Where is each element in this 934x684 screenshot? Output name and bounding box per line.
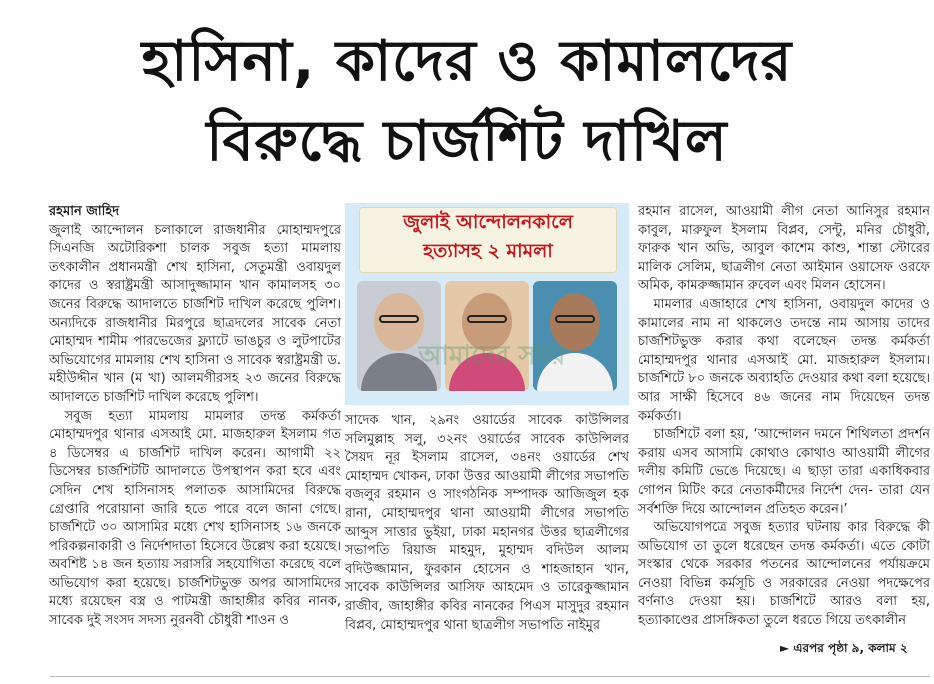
headline [0, 22, 934, 182]
paragraph: চার্জশিটে বলা হয়, ‘আন্দোলন দমনে শিথিলতা প্রদর্শন করায় এসব আসামি কোথাও কোথাও আওয়ামী লীগের দলীয় কমিটি ভেঙে দিয়েছে। এ ছাড়া তারা একাধিকবার গোপন মিটিং করে নেতাকর্মীদের নির্দেশ দেন- তারা যেন সর্বশক্তি দিয়ে আন্দোলন প্রতিহত করেন।’ [638, 427, 930, 517]
continued-on-page: ► এরপর পৃষ্ঠা ৯, কলাম ২ [780, 641, 908, 655]
byline: রহমান জাহিদ [49, 204, 120, 219]
paragraph: সবুজ হত্যা মামলায় মামলার তদন্ত কর্মকর্তা মোহাম্মদপুর থানার এসআই মো. মাজহারুল ইসলাম গত ৪ ডিসেম্বর এ চার্জশিট দাখিল করেন। আগামী ২২ ডিসেম্বর চার্জশিটটি আদালতে উপস্থাপন করা হবে এবং সেদিন শেখ হাসিনাসহ পলাতক আসামিদের বিরুদ্ধে গ্রেপ্তারি পরোয়ানা জারি হতে পারে বলে জানা গেছে। চার্জশিটে ৩০ আসামির মধ্যে শেখ হাসিনাসহ ১৬ জনকে পরিকল্পনাকারী ও নির্দেশদাতা হিসেবে উল্লেখ করা হয়েছে। অবশিষ্ট ১৪ জন হত্যায় সরাসরি সহযোগিতা করেছে বলে অভিযোগ করা হয়েছে। চার্জশিটভুক্ত অপর আসামিদের মধ্যে রয়েছেন বস্ত্র ও পাটমন্ত্রী জাহাঙ্গীর কবির নানক, সাবেক দুই সংসদ সদস্য নুরনবী চৌধুরী শাওন ও [49, 408, 341, 629]
headline-line-2: বিরুদ্ধে চার্জশিট দাখিল [206, 109, 728, 174]
paragraph: অভিযোগপত্রে সবুজ হত্যার ঘটনায় কার বিরুদ্ধে কী অভিযোগ তা তুলে ধরেছেন তদন্ত কর্মকর্তা। এতে কোটা সংস্কার থেকে সরকার পতনের আন্দোলনের পর্যায়ক্রমে নেওয়া বিভিন্ন কর্মসূচি ও সরকারের নেওয়া পদক্ষেপের বর্ণনাও দেওয়া হয়। চার্জশিটে আরও বলা হয়, হত্যাকাণ্ডের প্রাসঙ্গিকতা তুলে ধরতে গিয়ে তৎকালীন [638, 520, 930, 629]
article-column-1 [49, 203, 341, 631]
paragraph: জুলাই আন্দোলন চলাকালে রাজধানীর মোহাম্মদপুরে সিএনজি অটোরিকশা চালক সবুজ হত্যা মামলায় তৎকালীন প্রধানমন্ত্রী শেখ হাসিনা, সেতুমন্ত্রী ওবায়দুল কাদের ও স্বরাষ্ট্রমন্ত্রী আসাদুজ্জামান খান কামালসহ ৩০ জনের বিরুদ্ধে আদালতে চার্জশিট দাখিল করেছে পুলিশ। অন্যদিকে রাজধানীর মিরপুরে ছাত্রদলের সাবেক নেতা মোহাম্মদ শামীম পারভেজের ফ্ল্যাটে ভাঙচুর ও লুটপাটের অভিযোগের মামলায় শেখ হাসিনা ও সাবেক স্বরাষ্ট্রমন্ত্রী ড. মহীউদ্দীন খান (ম খা) আলমগীরসহ ২৩ জনের বিরুদ্ধে আদালতে চার্জশিট দাখিল করেছে পুলিশ। [49, 222, 341, 405]
article-column-3 [638, 203, 930, 631]
inset-title-line-2: হত্যাসহ ২ মামলা [423, 240, 553, 262]
paragraph: সাদেক খান, ২৯নং ওয়ার্ডের সাবেক কাউন্সিলর সলিমুল্লাহ সলু, ৩২নং ওয়ার্ডের সাবেক কাউন্সিলর সৈয়দ নূর ইসলাম রাসেল, ৩৪নং ওয়ার্ডের শেখ মোহাম্মদ খোকন, ঢাকা উত্তর আওয়ামী লীগের সভাপতি বজলুর রহমান ও সাংগঠনিক সম্পাদক আজিজুল হক রানা, মোহাম্মদপুর থানা আওয়ামী লীগের সভাপতি আব্দুস সাত্তার ভুইয়া, ঢাকা মহানগর উত্তর ছাত্রলীগের সভাপতি রিয়াজ মাহমুদ, মুহাম্মদ বদিউল আলম বদিউজ্জামান, ফুরকান হোসেন ও শাহজাহান খান, সাবেক কাউন্সিলর আসিফ আহমেদ ও তারেকুজ্জামান রাজীব, জাহাঙ্গীর কবির নানকের পিএস মাসুদুর রহমান বিপ্লব, মোহাম্মদপুর থানা ছাত্রলীগ সভাপতি নাইমুর [345, 413, 629, 633]
article-column-2 [345, 412, 629, 635]
paragraph: মামলার এজাহারে শেখ হাসিনা, ওবায়দুল কাদের ও কামালের নাম না থাকলেও তদন্তে নাম আসায় তাদের চার্জশিটভুক্ত করার কথা বলেছেন তদন্ত কর্মকর্তা মোহাম্মদপুর থানার এসআই মো. মাজহারুল ইসলাম। চার্জশিটে ৮০ জনকে অব্যাহতি দেওয়ার কথা বলা হয়েছে। আর সাক্ষী হিসেবে ৪৬ জনের নাম দিয়েছেন তদন্ত কর্মকর্তা। [638, 296, 930, 424]
inset-title [359, 207, 617, 273]
headline-line-1: হাসিনা, কাদের ও কামালদের [141, 29, 793, 94]
watermark-logo: আমাদের সময় [418, 341, 566, 371]
inset-title-line-1: জুলাই আন্দোলনকালে [403, 211, 573, 233]
paragraph: রহমান রাসেল, আওয়ামী লীগ নেতা আনিসুর রহমান কাবুল, মারুফুল ইসলাম বিপ্লব, সেন্টু, মনির চৌধুরী, ফারুক খান অভি, আবুল কাশেম কাশু, শান্তা স্টোরের মালিক সেলিম, ছাত্রলীগ নেতা আইমান ওয়াসেফ ওরফে অমিক, কামরুজ্জামান রুবেল এবং মিলন হোসেন। [638, 204, 930, 294]
